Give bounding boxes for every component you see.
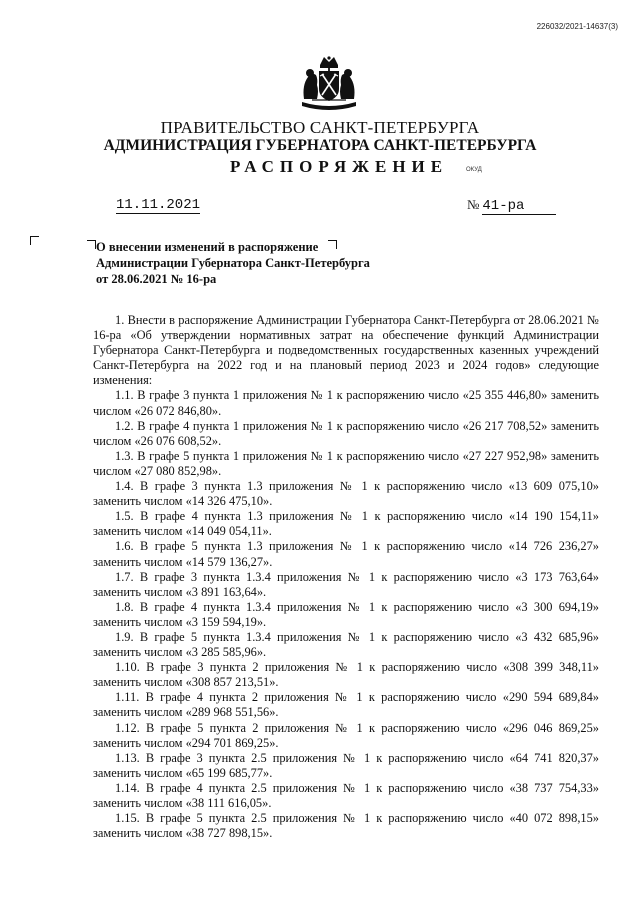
amendment-item: 1.14. В графе 4 пункта 2.5 приложения № 1 к распоряжению число «38 737 754,33» заменить числом «38 111 616,05». [93, 780, 599, 810]
amendment-item: 1.6. В графе 5 пункта 1.3 приложения № 1 к распоряжению число «14 726 236,27» заменить числом «14 579 136,27». [93, 539, 599, 569]
document-number: 41-ра [482, 198, 556, 215]
subject-line: Администрации Губернатора Санкт-Петербурга [96, 256, 370, 270]
document-date: 11.11.2021 [116, 197, 201, 213]
amendment-item: 1.3. В графе 5 пункта 1 приложения № 1 к распоряжению число «27 227 952,98» заменить числом «27 080 852,98». [93, 448, 599, 478]
corner-mark-left [30, 236, 39, 245]
amendment-item: 1.11. В графе 4 пункта 2 приложения № 1 к распоряжению число «290 594 689,84» заменить числом «289 968 551,56». [93, 690, 599, 720]
amendment-item: 1.15. В графе 5 пункта 2.5 приложения № 1 к распоряжению число «40 072 898,15» заменить числом «38 727 898,15». [93, 811, 599, 841]
amendment-item: 1.2. В графе 4 пункта 1 приложения № 1 к распоряжению число «26 217 708,52» заменить числом «26 076 608,52». [93, 418, 599, 448]
coat-of-arms-emblem [298, 55, 360, 115]
document-type-title: РАСПОРЯЖЕНИЕ [230, 157, 449, 176]
corner-mark-subject-start [87, 240, 96, 249]
amendment-item: 1.9. В графе 5 пункта 1.3.4 приложения № 1 к распоряжению число «3 432 685,96» заменить числом «3 285 585,96». [93, 629, 599, 660]
amendment-item: 1.4. В графе 3 пункта 1.3 приложения № 1 к распоряжению число «13 609 075,10» заменить числом «14 326 475,10». [93, 479, 599, 509]
number-sign: № [467, 197, 480, 212]
document-subject [96, 239, 370, 287]
amendment-item: 1.10. В графе 3 пункта 2 приложения № 1 к распоряжению число «308 399 348,11» заменить числом «308 857 213,51». [93, 660, 599, 690]
amendment-item: 1.1. В графе 3 пункта 1 приложения № 1 к распоряжению число «25 355 446,80» заменить числом «26 072 846,80». [93, 388, 599, 418]
document-number-block [467, 197, 556, 215]
amendment-item: 1.7. В графе 3 пункта 1.3.4 приложения № 1 к распоряжению число «3 173 763,64» заменить числом «3 891 163,64». [93, 569, 599, 599]
amendment-item: 1.12. В графе 5 пункта 2 приложения № 1 к распоряжению число «296 046 869,25» заменить числом «294 701 869,25». [93, 720, 599, 750]
amendment-item: 1.8. В графе 4 пункта 1.3.4 приложения № 1 к распоряжению число «3 300 694,19» заменить числом «3 159 594,19». [93, 599, 599, 629]
intro-paragraph: 1. Внести в распоряжение Администрации Губернатора Санкт-Петербурга от 28.06.2021 № 16-ра «Об утверждении нормативных затрат на обеспечение функций Администрации Губернатора Санкт-Петербурга и подведомственных государственных казенных учреждений Санкт-Петербурга на 2022 год и на плановый период 2023 и 2024 годов» следующие изменения: [93, 313, 599, 388]
okud-label: ОКУД [466, 167, 482, 173]
administration-title: АДМИНИСТРАЦИЯ ГУБЕРНАТОРА САНКТ-ПЕТЕРБУРГА [103, 137, 537, 154]
amendment-item: 1.13. В графе 3 пункта 2.5 приложения № 1 к распоряжению число «64 741 820,37» заменить числом «65 199 685,77». [93, 750, 599, 780]
subject-line: О внесении изменений в распоряжение [96, 240, 319, 254]
document-body [93, 313, 599, 841]
document-code: 226032/2021-14637(3) [536, 22, 618, 31]
government-title: ПРАВИТЕЛЬСТВО САНКТ-ПЕТЕРБУРГА [160, 118, 480, 137]
amendment-item: 1.5. В графе 4 пункта 1.3 приложения № 1 к распоряжению число «14 190 154,11» заменить числом «14 049 054,11». [93, 509, 599, 539]
subject-line: от 28.06.2021 № 16-ра [96, 272, 217, 286]
